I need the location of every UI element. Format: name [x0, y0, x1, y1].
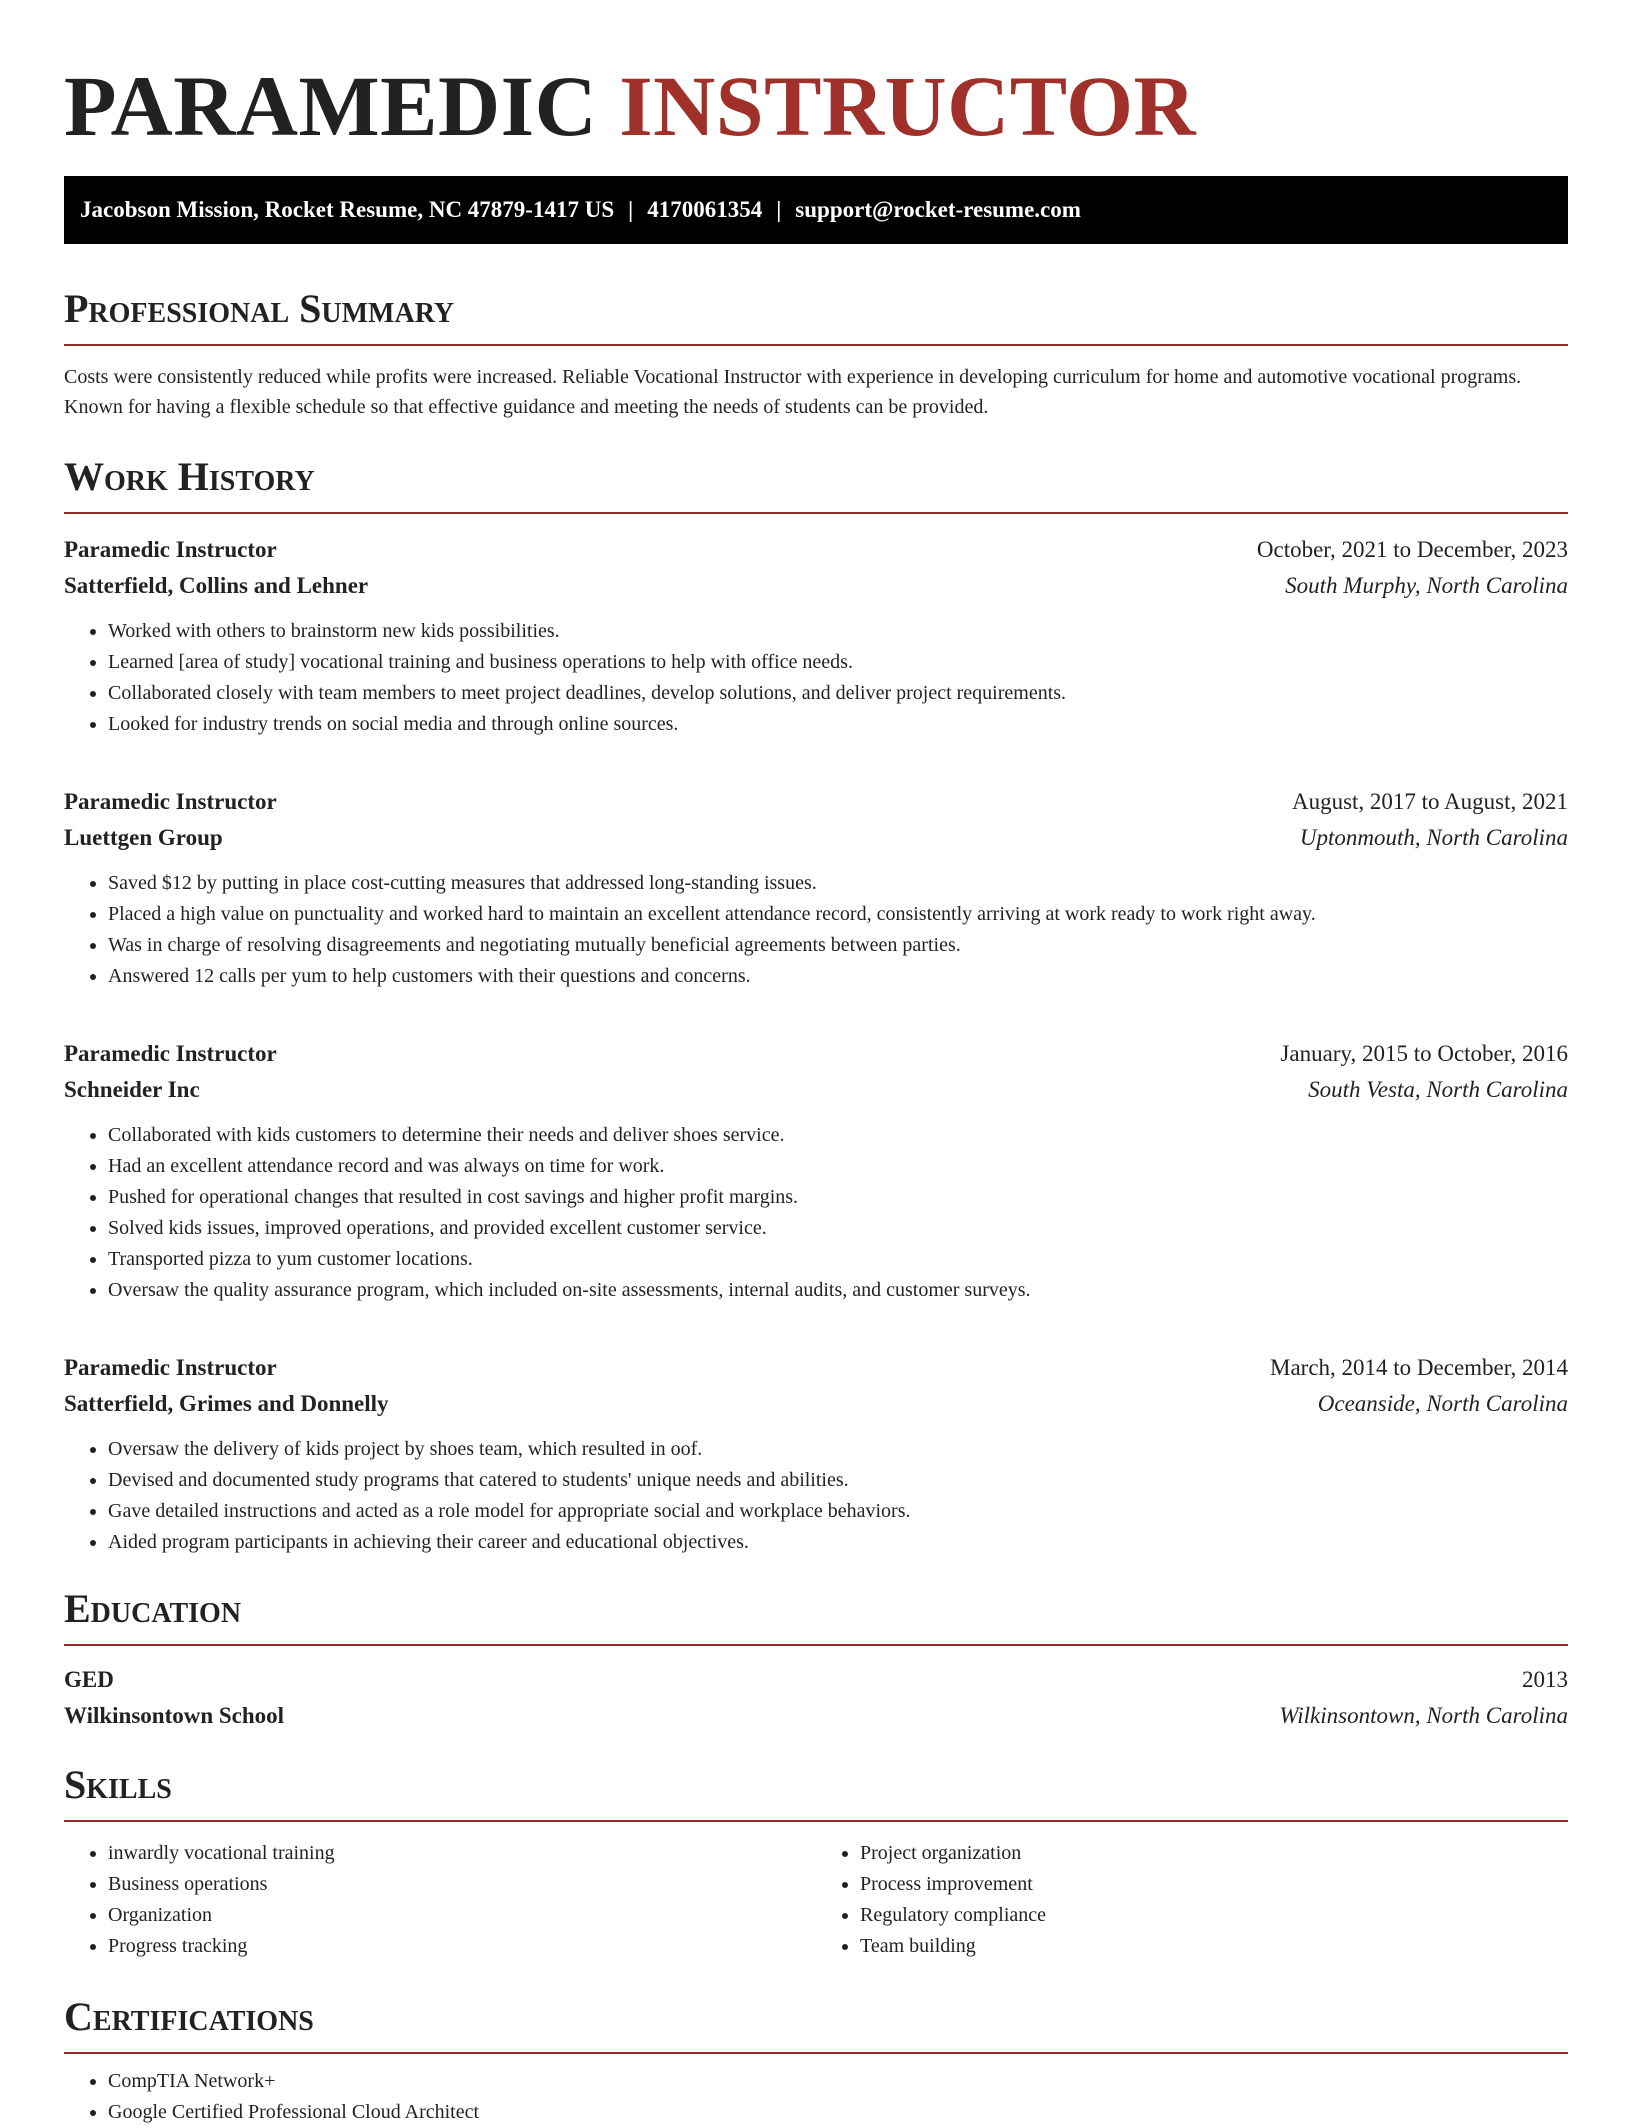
summary-section: [64, 284, 1568, 422]
job-bullets: [64, 1120, 1568, 1306]
job-bullet: • Collaborated closely with team members to meet project deadlines, develop solutions, and deliver project requirements.: [108, 678, 1568, 709]
contact-address: Jacobson Mission, Rocket Resume, NC 47879-1417 US: [80, 197, 615, 222]
summary-text: Costs were consistently reduced while profits were increased. Reliable Vocational Instructor with experience in developing curriculum for home and automotive vocational programs. Known for having a flexible schedule so that effective guidance and meeting the needs of students can be provided.: [64, 366, 1522, 418]
education-degree: GED: [64, 1667, 114, 1692]
skill-item: • Business operations: [108, 1869, 816, 1900]
skill-item: • Project organization: [860, 1838, 1568, 1869]
certifications-section: [64, 1992, 1568, 2128]
certifications-title: Certifications: [64, 1992, 1568, 2054]
certification-item: • CompTIA Network+: [108, 2066, 1568, 2097]
contact-email[interactable]: support@rocket-resume.com: [795, 197, 1081, 222]
certifications-list: [64, 2066, 1568, 2128]
skill-item: • Process improvement: [860, 1869, 1568, 1900]
job-entry: [64, 1036, 1568, 1306]
job-title: Paramedic Instructor: [64, 789, 277, 814]
certification-item: • Google Certified Professional Cloud Architect: [108, 2097, 1568, 2128]
job-bullet: • Aided program participants in achieving their career and educational objectives.: [108, 1527, 1568, 1558]
job-company: Luettgen Group: [64, 825, 223, 850]
skills-list-left: [64, 1838, 816, 1962]
contact-bar: [64, 176, 1568, 244]
job-title: Paramedic Instructor: [64, 537, 277, 562]
skill-item: • Progress tracking: [108, 1931, 816, 1962]
job-bullets: [64, 1434, 1568, 1558]
job-location: South Vesta, North Carolina: [1308, 1077, 1568, 1102]
job-dates: January, 2015 to October, 2016: [1280, 1041, 1568, 1066]
name-last: INSTRUCTOR: [619, 58, 1197, 154]
contact-phone: 4170061354: [647, 197, 763, 222]
resume-page: [64, 0, 1568, 2128]
education-year: 2013: [1522, 1667, 1568, 1692]
job-bullets: [64, 616, 1568, 740]
job-bullet: • Answered 12 calls per yum to help customers with their questions and concerns.: [108, 961, 1568, 992]
education-school: Wilkinsontown School: [64, 1703, 285, 1728]
job-company: Satterfield, Grimes and Donnelly: [64, 1391, 389, 1416]
resume-name: [64, 56, 1568, 156]
contact-separator: |: [628, 197, 634, 222]
job-bullets: [64, 868, 1568, 992]
job-dates: March, 2014 to December, 2014: [1270, 1355, 1568, 1380]
skill-item: • Team building: [860, 1931, 1568, 1962]
skills-list-right: [816, 1838, 1568, 1962]
summary-title: Professional Summary: [64, 284, 1568, 346]
contact-separator: |: [776, 197, 782, 222]
skill-item: • inwardly vocational training: [108, 1838, 816, 1869]
job-bullet: • Gave detailed instructions and acted as a role model for appropriate social and workplace behaviors.: [108, 1496, 1568, 1527]
job-bullet: • Saved $12 by putting in place cost-cutting measures that addressed long-standing issues.: [108, 868, 1568, 899]
skills-title: Skills: [64, 1760, 1568, 1822]
job-location: South Murphy, North Carolina: [1285, 573, 1568, 598]
job-bullet: • Placed a high value on punctuality and worked hard to maintain an excellent attendance record, consistently arriving at work ready to work right away.: [108, 899, 1568, 930]
job-bullet: • Devised and documented study programs that catered to students' unique needs and abilities.: [108, 1465, 1568, 1496]
job-bullet: • Worked with others to brainstorm new kids possibilities.: [108, 616, 1568, 647]
job-title: Paramedic Instructor: [64, 1355, 277, 1380]
job-title: Paramedic Instructor: [64, 1041, 277, 1066]
skill-item: • Regulatory compliance: [860, 1900, 1568, 1931]
education-section: [64, 1584, 1568, 1734]
job-bullet: • Oversaw the delivery of kids project by shoes team, which resulted in oof.: [108, 1434, 1568, 1465]
education-location: Wilkinsontown, North Carolina: [1279, 1703, 1568, 1728]
work-history-title: Work History: [64, 452, 1568, 514]
job-location: Oceanside, North Carolina: [1317, 1391, 1568, 1416]
job-dates: August, 2017 to August, 2021: [1291, 789, 1568, 814]
job-bullet: • Was in charge of resolving disagreements and negotiating mutually beneficial agreements between parties.: [108, 930, 1568, 961]
job-bullet: • Solved kids issues, improved operations, and provided excellent customer service.: [108, 1213, 1568, 1244]
job-company: Satterfield, Collins and Lehner: [64, 573, 369, 598]
job-bullet: • Transported pizza to yum customer locations.: [108, 1244, 1568, 1275]
job-entry: [64, 784, 1568, 992]
skill-item: • Organization: [108, 1900, 816, 1931]
work-history-section: [64, 452, 1568, 1558]
job-bullet: • Collaborated with kids customers to determine their needs and deliver shoes service.: [108, 1120, 1568, 1151]
name-first: PARAMEDIC: [64, 58, 598, 154]
job-bullet: • Pushed for operational changes that resulted in cost savings and higher profit margins.: [108, 1182, 1568, 1213]
job-bullet: • Learned [area of study] vocational training and business operations to help with office needs.: [108, 647, 1568, 678]
job-bullet: • Looked for industry trends on social media and through online sources.: [108, 709, 1568, 740]
job-location: Uptonmouth, North Carolina: [1299, 825, 1568, 850]
education-title: Education: [64, 1584, 1568, 1646]
job-entry: [64, 1350, 1568, 1558]
job-dates: October, 2021 to December, 2023: [1256, 537, 1568, 562]
skills-section: [64, 1760, 1568, 1962]
job-company: Schneider Inc: [64, 1077, 200, 1102]
job-entry: [64, 532, 1568, 740]
job-bullet: • Oversaw the quality assurance program, which included on-site assessments, internal audits, and customer surveys.: [108, 1275, 1568, 1306]
job-bullet: • Had an excellent attendance record and was always on time for work.: [108, 1151, 1568, 1182]
